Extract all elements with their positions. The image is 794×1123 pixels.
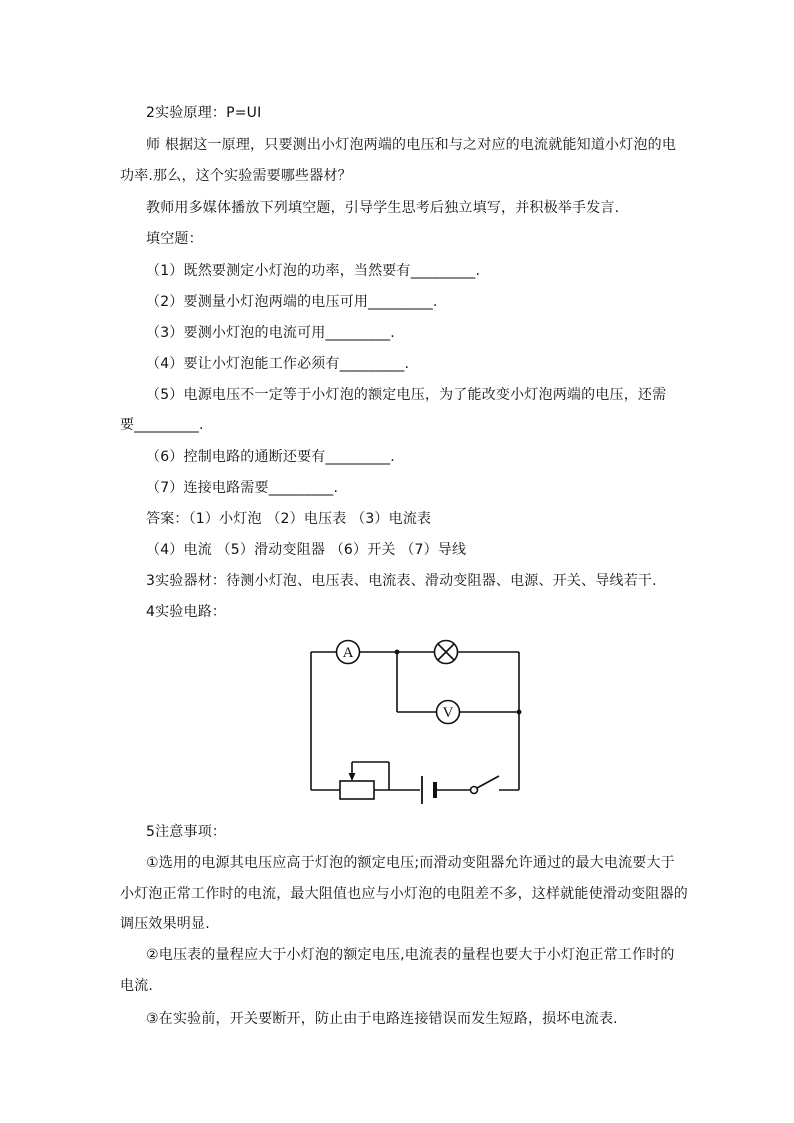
ammeter-label: A [342,645,354,661]
notes-title: 5注意事项： [146,824,227,840]
fill-item-7: （7）连接电路需要_________. [146,480,339,496]
fill-item-5-line1: （5）电源电压不一定等于小灯泡的额定电压，为了能改变小灯泡两端的电压，还需 [146,387,667,403]
voltmeter-symbol [437,701,460,724]
answers-line1: 答案：（1）小灯泡 （2）电压表 （3）电流表 [146,511,432,527]
circuit-wires [311,652,519,790]
fill-blank-title: 填空题： [146,231,203,247]
ammeter-symbol [337,641,360,664]
principle-title: 2实验原理：P=UI [146,105,262,121]
note-2-line1: ②电压表的量程应大于小灯泡的额定电压,电流表的量程也要大于小灯泡正常工作时的 [146,947,675,963]
junction-dot-right [517,710,522,715]
note-1-line1: ①选用的电源其电压应高于灯泡的额定电压;而滑动变阻器允许通过的最大电流要大于 [146,855,675,871]
switch-symbol [471,776,500,794]
answers-line2: （4）电流 （5）滑动变阻器 （6）开关 （7）导线 [146,542,467,558]
teacher-text-line1: 师 根据这一原理，只要测出小灯泡两端的电压和与之对应的电流就能知道小灯泡的电 [146,137,677,153]
junction-dot-top [395,650,400,655]
teacher-text-line2: 功率.那么，这个实验需要哪些器材？ [120,168,352,184]
rheostat-symbol [340,773,374,799]
circuit-title: 4实验电路： [146,604,227,620]
fill-item-4: （4）要让小灯泡能工作必须有_________. [146,356,410,372]
instruction-text: 教师用多媒体播放下列填空题，引导学生思考后独立填写，并积极举手发言. [146,200,620,216]
rheostat-arrow-icon [349,773,356,781]
fill-item-5-line2: 要_________. [120,417,204,433]
fill-item-6: （6）控制电路的通断还要有_________. [146,449,395,465]
equipment-text: 3实验器材：待测小灯泡、电压表、电流表、滑动变阻器、电源、开关、导线若干. [146,573,657,589]
fill-item-1: （1）既然要测定小灯泡的功率，当然要有_________. [146,263,481,279]
battery-symbol [422,776,435,804]
note-2-line2: 电流. [120,978,154,994]
lamp-symbol [435,641,458,664]
note-1-line3: 调压效果明显. [120,916,210,932]
fill-item-3: （3）要测小灯泡的电流可用_________. [146,325,395,341]
voltmeter-label: V [442,705,454,721]
fill-item-2: （2）要测量小灯泡两端的电压可用_________. [146,294,438,310]
note-1-line2: 小灯泡正常工作时的电流，最大阻值也应与小灯泡的电阻差不多，这样就能使滑动变阻器的 [120,886,688,902]
note-3: ③在实验前，开关要断开，防止由于电路连接错误而发生短路，损坏电流表. [146,1011,618,1027]
circuit-diagram [300,635,530,805]
